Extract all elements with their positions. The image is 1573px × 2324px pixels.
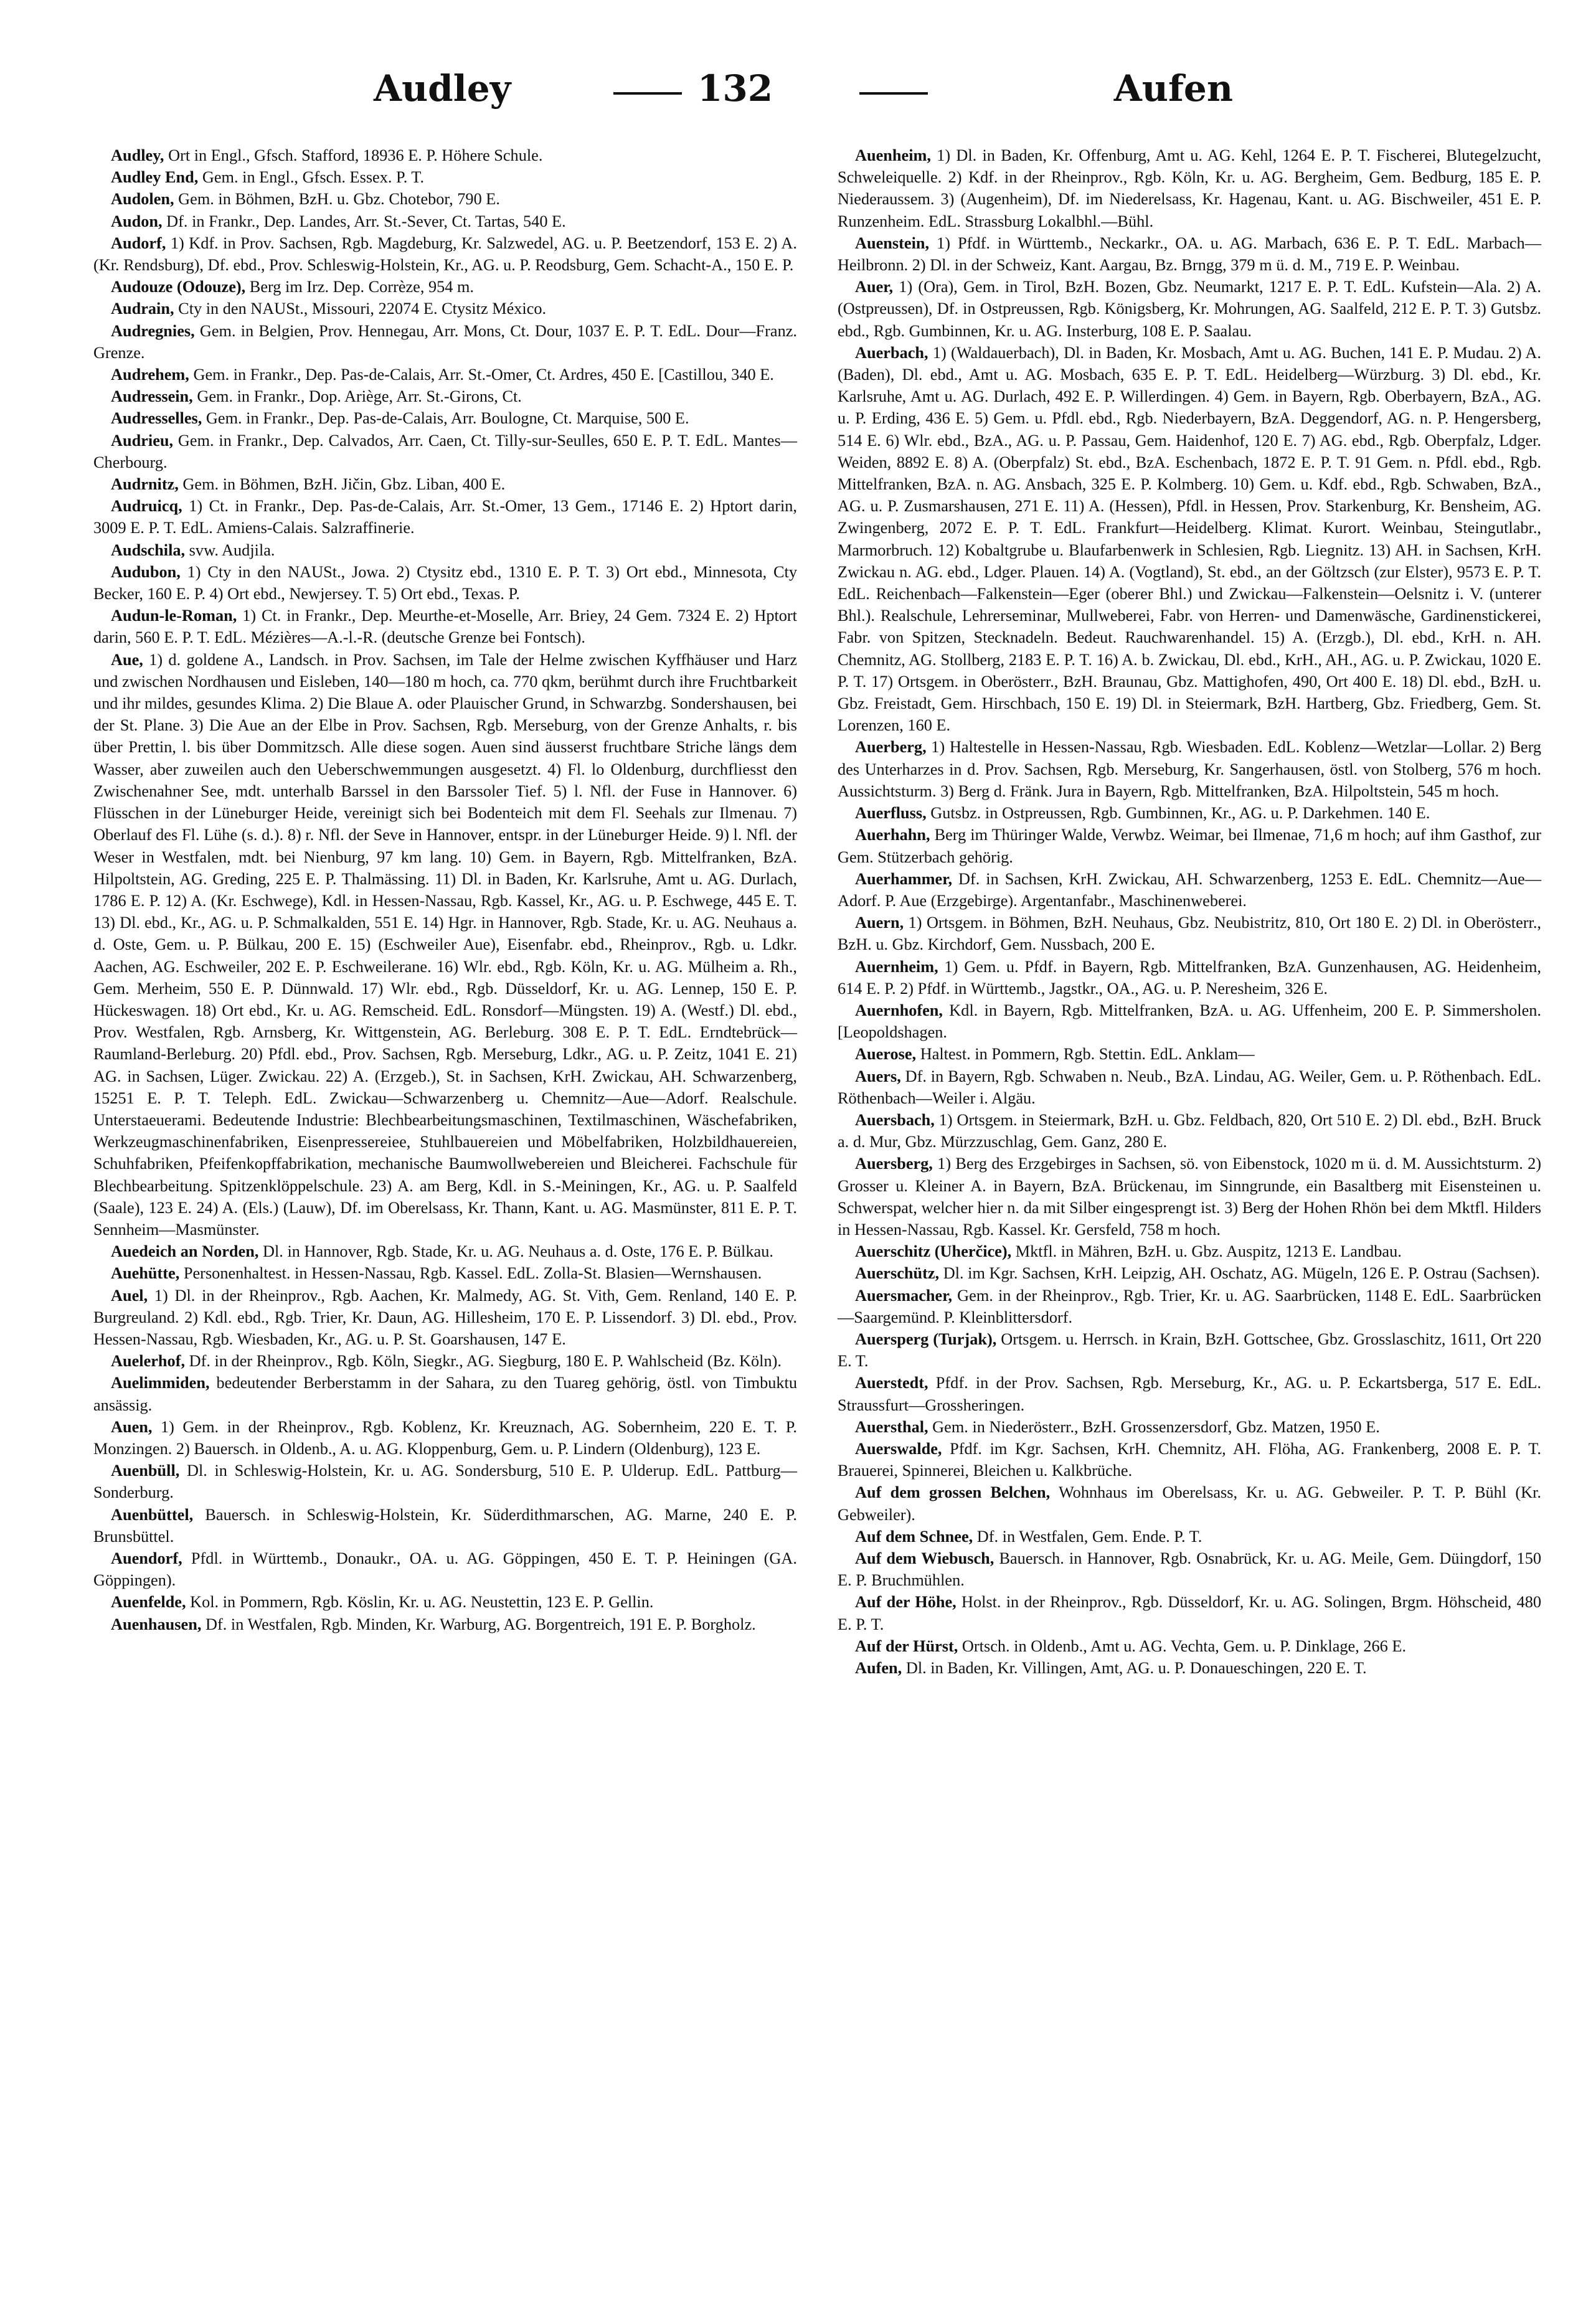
dictionary-entry bbox=[93, 1285, 797, 1351]
dictionary-entry bbox=[838, 276, 1541, 342]
entry-headword: Aue, bbox=[111, 650, 143, 669]
entry-headword: Auerbach, bbox=[855, 343, 928, 362]
dictionary-entry bbox=[838, 1635, 1541, 1657]
entry-text: bedeutender Berberstamm in der Sahara, zu den Tuareg gehörig, östl. von Timbuktu ansässig. bbox=[93, 1374, 797, 1414]
entry-headword: Auerswalde, bbox=[855, 1439, 942, 1458]
entry-headword: Audrehem, bbox=[111, 366, 189, 384]
entry-headword: Auerberg, bbox=[855, 738, 927, 757]
entry-headword: Auer, bbox=[855, 278, 894, 296]
dictionary-entry bbox=[93, 166, 797, 188]
dictionary-entry bbox=[838, 1109, 1541, 1153]
entry-headword: Auelerhof, bbox=[111, 1352, 186, 1371]
entry-headword: Auf der Hürst, bbox=[855, 1637, 958, 1655]
dictionary-entry bbox=[838, 1372, 1541, 1415]
entry-headword: Audley, bbox=[111, 146, 164, 164]
entry-headword: Auelimmiden, bbox=[111, 1374, 210, 1392]
dictionary-entry bbox=[93, 1262, 797, 1284]
entry-headword: Auedeich an Norden, bbox=[111, 1242, 259, 1261]
dictionary-entry bbox=[838, 736, 1541, 802]
entry-text: Dl. in Hannover, Rgb. Stade, Kr. u. AG. Neuhaus a. d. Oste, 176 E. P. Bülkau. bbox=[258, 1242, 773, 1261]
entry-text: Kdl. in Bayern, Rgb. Mittelfranken, BzA. u. AG. Uffenheim, 200 E. P. Simmersholen. [Leopoldshagen. bbox=[838, 1001, 1541, 1042]
entry-headword: Aufen, bbox=[855, 1659, 902, 1678]
entry-headword: Auenbüttel, bbox=[111, 1505, 194, 1524]
entry-headword: Audresselles, bbox=[111, 409, 202, 428]
entry-headword: Audun-le-Roman, bbox=[111, 607, 237, 625]
entry-headword: Audschila, bbox=[111, 541, 186, 559]
dictionary-entry bbox=[93, 1591, 797, 1613]
dictionary-entry bbox=[93, 210, 797, 232]
entry-text: Pfdf. in der Prov. Sachsen, Rgb. Merseburg, Kr., AG. u. P. Eckartsberga, 517 E. EdL. Straussfurt—Grossheringen. bbox=[838, 1374, 1541, 1414]
entry-headword: Auerstedt, bbox=[855, 1374, 928, 1392]
dictionary-entry bbox=[93, 1372, 797, 1415]
entry-text: Df. in der Rheinprov., Rgb. Köln, Siegkr., AG. Siegburg, 180 E. P. Wahlscheid (Bz. Köln). bbox=[185, 1352, 782, 1371]
entry-headword: Auenhausen, bbox=[111, 1615, 202, 1633]
entry-text: Gem. in Engl., Gfsch. Essex. P. T. bbox=[198, 168, 425, 187]
entry-text: 1) Ortsgem. in Böhmen, BzH. Neuhaus, Gbz. Neubistritz, 810, Ort 180 E. 2) Dl. in Oberösterr., BzH. u. Gbz. Kirchdorf, Gem. Nussbach, 200 E. bbox=[838, 914, 1541, 954]
entry-text: 1) Pfdf. in Württemb., Neckarkr., OA. u. AG. Marbach, 636 E. P. T. EdL. Marbach—Heilbronn. 2) Dl. in der Schweiz, Kant. Aargau, Bz. Brngg, 379 m ü. d. M., 719 E. P. Weinbau. bbox=[838, 234, 1541, 275]
dictionary-entry bbox=[838, 912, 1541, 955]
entry-text: Df. in Westfalen, Gem. Ende. P. T. bbox=[973, 1527, 1202, 1546]
entry-text: 1) Haltestelle in Hessen-Nassau, Rgb. Wiesbaden. EdL. Koblenz—Wetzlar—Lollar. 2) Berg des Unterharzes in d. Prov. Sachsen, Rgb. Merseburg, Kr. Sangerhausen, östl. von Stolberg, 576 m hoch. Aussichtsturm. 3) Berg d. Fränk. Jura in Bayern, Rgb. Mittelfranken, BzA. Hilpoltstein, 545 m hoch. bbox=[838, 738, 1541, 800]
entry-text: Kol. in Pommern, Rgb. Köslin, Kr. u. AG. Neustettin, 123 E. P. Gellin. bbox=[186, 1593, 654, 1612]
entry-text: 1) Ct. in Frankr., Dep. Pas-de-Calais, Arr. St.-Omer, 13 Gem., 17146 E. 2) Hptort darin, 3009 E. P. T. EdL. Amiens-Calais. Salzraffinerie. bbox=[93, 497, 797, 537]
dictionary-entry bbox=[838, 1285, 1541, 1328]
dictionary-entry bbox=[93, 232, 797, 276]
dictionary-entry bbox=[838, 1328, 1541, 1372]
entry-headword: Audrain, bbox=[111, 300, 174, 318]
entry-headword: Auenbüll, bbox=[111, 1462, 180, 1480]
dictionary-entry bbox=[93, 539, 797, 561]
entry-headword: Auern, bbox=[855, 914, 904, 932]
entry-text: Gem. in Niederösterr., BzH. Grossenzersdorf, Gbz. Matzen, 1950 E. bbox=[928, 1417, 1380, 1436]
entry-headword: Auersbach, bbox=[855, 1110, 935, 1129]
entry-headword: Auerschütz, bbox=[855, 1264, 940, 1283]
dictionary-entry bbox=[93, 407, 797, 429]
entry-text: Mktfl. in Mähren, BzH. u. Gbz. Auspitz, 1213 E. Landbau. bbox=[1011, 1242, 1402, 1261]
entry-headword: Auf dem grossen Belchen, bbox=[855, 1483, 1051, 1502]
entry-text: 1) Gem. in der Rheinprov., Rgb. Koblenz, Kr. Kreuznach, AG. Sobernheim, 220 E. T. P. Monzingen. 2) Bauersch. in Oldenb., A. u. AG. Kloppenburg, Gem. u. P. Lindern (Oldenburg), 123 E. bbox=[93, 1417, 797, 1458]
entry-text: Dl. in Schleswig-Holstein, Kr. u. AG. Sondersburg, 510 E. P. Ulderup. EdL. Pattburg—Sonderburg. bbox=[93, 1462, 797, 1502]
dictionary-entry bbox=[93, 188, 797, 210]
dictionary-entry bbox=[93, 144, 797, 166]
dictionary-entry bbox=[93, 364, 797, 385]
dictionary-entry bbox=[838, 802, 1541, 824]
dictionary-entry bbox=[93, 1613, 797, 1635]
entry-text: Ortsgem. u. Herrsch. in Krain, BzH. Gottschee, Gbz. Grosslaschitz, 1611, Ort 220 E. T. bbox=[838, 1330, 1541, 1371]
entry-headword: Auen, bbox=[111, 1417, 153, 1436]
entry-text: 1) Dl. in der Rheinprov., Rgb. Aachen, Kr. Malmedy, AG. St. Vith, Gem. Renland, 140 E. P. Burgreuland. 2) Kdl. ebd., Rgb. Trier, Kr. Daun, AG. Hillesheim, 170 E. P. Lissendorf. 3) Dl. ebd., Prov. Hessen-Nassau, Rgb. Wiesbaden, Kr., AG. u. P. St. Goarshausen, 147 E. bbox=[93, 1286, 797, 1348]
entry-text: Df. in Westfalen, Rgb. Minden, Kr. Warburg, AG. Borgentreich, 191 E. P. Borgholz. bbox=[201, 1615, 756, 1633]
dictionary-entry bbox=[838, 342, 1541, 737]
page-number: 132 bbox=[697, 67, 773, 110]
dictionary-entry bbox=[93, 473, 797, 495]
dictionary-entry bbox=[93, 649, 797, 1240]
dictionary-entry bbox=[838, 1065, 1541, 1109]
dictionary-entry bbox=[838, 868, 1541, 912]
entry-text: 1) Ct. in Frankr., Dep. Meurthe-et-Moselle, Arr. Briey, 24 Gem. 7324 E. 2) Hptort darin, 560 E. P. T. EdL. Mézières—A.-l.-R. (deutsche Grenze bei Fontsch). bbox=[93, 607, 797, 647]
entry-text: Ortsch. in Oldenb., Amt u. AG. Vechta, Gem. u. P. Dinklage, 266 E. bbox=[958, 1637, 1407, 1655]
entry-text: 1) Kdf. in Prov. Sachsen, Rgb. Magdeburg, Kr. Salzwedel, AG. u. P. Beetzendorf, 153 E. 2) A. (Kr. Rendsburg), Df. ebd., Prov. Schleswig-Holstein, Kr., AG. u. P. Reodsburg, Gem. Schacht-A., 150 E. P. bbox=[93, 234, 797, 275]
entry-headword: Auel, bbox=[111, 1286, 148, 1305]
entry-text: Pfdf. im Kgr. Sachsen, KrH. Chemnitz, AH. Flöha, AG. Frankenberg, 2008 E. P. T. Brauerei, Spinnerei, Bleichen u. Kalkbrüche. bbox=[838, 1439, 1541, 1480]
entry-headword: Audruicq, bbox=[111, 497, 182, 516]
dictionary-entry bbox=[93, 1240, 797, 1262]
entry-headword: Audubon, bbox=[111, 562, 181, 581]
entry-text: 1) Dl. in Baden, Kr. Offenburg, Amt u. AG. Kehl, 1264 E. P. T. Fischerei, Blutegelzucht, Schweleiquelle. 2) Kdf. in der Rheinprov., Rgb. Köln, Kr. u. AG. Bergheim, Gem. Bedburg, 185 E. P. Niederaussem. 3) (Augenheim), Df. im Niederelsass, Kr. Hagenau, Kant. u. AG. Bischweiler, 451 E. P. Runzenheim. EdL. Strassburg Lokalbhl.—Bühl. bbox=[838, 146, 1541, 230]
entry-text: Gem. in Frankr., Dep. Pas-de-Calais, Arr. St.-Omer, Ct. Ardres, 450 E. [Castillou, 340 E. bbox=[189, 366, 774, 384]
dictionary-entry bbox=[93, 495, 797, 539]
entry-text: Bauersch. in Schleswig-Holstein, Kr. Süderdithmarschen, AG. Marne, 240 E. P. Brunsbüttel. bbox=[93, 1505, 797, 1546]
entry-text: Gem. in Böhmen, BzH. u. Gbz. Chotebor, 790 E. bbox=[174, 190, 500, 209]
entry-text: 1) Berg des Erzgebirges in Sachsen, sö. von Eibenstock, 1020 m ü. d. M. Aussichtsturm. 2) Grosser u. Kleiner A. in Bayern, BzA. Brückenau, im Sinngrunde, ein Basaltberg mit Eisensteinen u. Schwerspat, welcher hier n. da mit Silber eingesprengt ist. 3) Berg der Hohen Rhön bei dem Mktfl. Hilders in Hessen-Nassau, Rgb. Kassel. Kr. Gersfeld, 758 m hoch. bbox=[838, 1155, 1541, 1239]
entry-text: Berg im Thüringer Walde, Verwbz. Weimar, bei Ilmenae, 71,6 m hoch; auf ihm Gasthof, zur Gem. Stützerbach gehörig. bbox=[838, 826, 1541, 866]
entry-headword: Auendorf, bbox=[111, 1549, 182, 1567]
entry-headword: Auers, bbox=[855, 1067, 901, 1085]
entry-text: Wohnhaus im Oberelsass, Kr. u. AG. Gebweiler. P. T. P. Bühl (Kr. Gebweiler). bbox=[838, 1483, 1541, 1524]
dictionary-entry bbox=[93, 276, 797, 298]
dictionary-entry bbox=[93, 1504, 797, 1547]
dictionary-entry bbox=[838, 1416, 1541, 1438]
entry-text: 1) d. goldene A., Landsch. in Prov. Sachsen, im Tale der Helme zwischen Kyffhäuser und Harz und zwischen Nordhausen und Eisleben, 140—180 m hoch, ca. 770 qkm, berühmt durch ihre Fruchtbarkeit und ihr mildes, gesundes Klima. 2) Die Blaue A. oder Plauischer Grund, in Schwarzbg. Sondershausen, bei der St. Plane. 3) Die Aue an der Elbe in Prov. Sachsen, Rgb. Merseburg, von der Grenze Anhalts, r. bis über Prettin, l. bis über Dommitzsch. Alle diese sogen. Auen sind äusserst fruchtbare Striche längs dem Wasser, aber zuweilen auch den Ueberschwemmungen ausgesetzt. 4) Fl. lo Oldenburg, durchfliesst den Zwischenahner See, mdt. unterhalb Barssel in den Barssoler Tief. 5) l. Nfl. der Fuse in Hannover. 6) Flüsschen in der Lüneburger Heide, vereinigt sich bei Bodenteich mit dem Fl. Seehals zur Ilmenau. 7) Oberlauf des Fl. Lühe (s. d.). 8) r. Nfl. der Seve in Hannover, entspr. in der Lüneburger Heide. 9) l. Nfl. der Weser in Westfalen, mdt. bei Nienburg, 97 km lang. 10) Gem. in Bayern, Rgb. Mittelfranken, BzA. Hilpoltstein, AG. Greding, 225 E. P. Thalmässing. 11) Dl. in Baden, Kr. Karlsruhe, Amt u. AG. Durlach, 1786 E. P. 12) A. (Kr. Eschwege), Kdl. in Hessen-Nassau, Rgb. Kassel, Kr., AG. u. P. Eschwege, 445 E. T. 13) Dl. ebd., Kr., AG. u. P. Schmalkalden, 551 E. 14) Hgr. in Hannover, Rgb. Stade, Kr. u. AG. Neuhaus a. d. Oste, Gem. u. P. Bülkau, 200 E. 15) (Eschweiler Aue), Eisenfabr. ebd., Rheinprov., Rgb. u. Ldkr. Aachen, AG. Eschweiler, 202 E. P. Eschweilerane. 16) Wlr. ebd., Rgb. Köln, Kr. u. AG. Mülheim a. Rh., Gem. Merheim, 550 E. P. Dünnwald. 17) Wlr. ebd., Rgb. Düsseldorf, Kr. u. AG. Lennep, 150 E. P. Hückeswagen. 18) Ort ebd., Kr. u. AG. Remscheid. EdL. Ronsdorf—Müngsten. 19) A. (Westf.) Dl. ebd., Prov. Westfalen, Rgb. Arnsberg, Kr. Wittgenstein, AG. Berleburg. 308 E. P. T. EdL. Erndtebrück—Raumland-Berleburg. 20) Pfdl. ebd., Prov. Sachsen, Rgb. Merseburg, Ldkr., AG. u. P. Zeitz, 1041 E. 21) AG. in Sachsen, Lüger. Zwickau. 22) A. (Erzgeb.), St. in Sachsen, KrH. Zwickau, AH. Schwarzenberg, 15251 E. P. T. Teleph. EdL. Zwickau—Schwarzenberg u. Chemnitz—Aue—Adorf. Realschule. Unterstaeuerami. Bedeutende Industrie: Blechbearbeitungsmaschinen, Textilmaschinen, Wäschefabriken, Werkzeugmaschinenfabriken, Eisenpressereiee, Stuhlbauereien und Möbelfabriken, Holzbildhauereien, Schuhfabriken, Pfeifenkopffabrikation, mechanische Baumwollwebereien und Bleicherei. Fachschule für Blechbearbeitung. Spitzenklöppelschule. 23) A. am Berg, Kdl. in S.-Meiningen, Kr., AG. u. P. Saalfeld (Saale), 123 E. 24) A. (Els.) (Lauw), Df. im Oberelsass, Kr. Thann, Kant. u. AG. Masmünster, 811 E. P. T. Sennheim—Masmünster. bbox=[93, 650, 797, 1239]
entry-text: Personenhaltest. in Hessen-Nassau, Rgb. Kassel. EdL. Zolla-St. Blasien—Wernshausen. bbox=[179, 1264, 762, 1283]
dictionary-entry bbox=[93, 298, 797, 319]
entry-headword: Audrieu, bbox=[111, 431, 174, 450]
dictionary-entry bbox=[838, 1591, 1541, 1635]
entry-headword: Audley End, bbox=[111, 168, 199, 187]
entry-text: Gem. in Belgien, Prov. Hennegau, Arr. Mons, Ct. Dour, 1037 E. P. T. EdL. Dour—Franz. Grenze. bbox=[93, 321, 797, 362]
entry-headword: Auerfluss, bbox=[855, 804, 927, 823]
dictionary-entry bbox=[838, 1240, 1541, 1262]
entry-text: Holst. in der Rheinprov., Rgb. Düsseldorf, Kr. u. AG. Solingen, Brgm. Höhscheid, 480 E. P. T. bbox=[838, 1593, 1542, 1633]
entry-headword: Audrnitz, bbox=[111, 475, 179, 494]
entry-text: Gem. in Frankr., Dep. Calvados, Arr. Caen, Ct. Tilly-sur-Seulles, 650 E. P. T. EdL. Mantes—Cherbourg. bbox=[93, 431, 797, 471]
dictionary-entry bbox=[838, 1526, 1541, 1547]
dictionary-entry bbox=[93, 1460, 797, 1503]
header-dash-left bbox=[613, 92, 682, 95]
entry-headword: Auersthal, bbox=[855, 1417, 928, 1436]
dictionary-entry bbox=[838, 1153, 1541, 1240]
dictionary-entry bbox=[93, 561, 797, 605]
entry-text: Ort in Engl., Gfsch. Stafford, 18936 E. P. Höhere Schule. bbox=[164, 146, 543, 164]
dictionary-entry bbox=[838, 1043, 1541, 1065]
entry-text: 1) (Waldauerbach), Dl. in Baden, Kr. Mosbach, Amt u. AG. Buchen, 141 E. P. Mudau. 2) A. (Baden), Dl. ebd., Amt u. AG. Mosbach, 635 E. P. T. EdL. Heidelberg—Würzburg. 3) Dl. ebd., Kr. Karlsruhe, Amt u. AG. Durlach, 492 E. P. Willerdingen. 4) Gem. in Bayern, Rgb. Oberbayern, BzA., AG. u. P. Erding, 436 E. 5) Gem. u. Pfdl. ebd., Rgb. Niederbayern, BzA. Deggendorf, AG. n. P. Hengersberg, 514 E. 6) Wlr. ebd., BzA., AG. u. P. Passau, Gem. Haidenhof, 120 E. 7) AG. ebd., Rgb. Oberpfalz, Ldger. Weiden, 8892 E. 8) A. (Oberpfalz) St. ebd., BzA. Eschenbach, 1872 E. P. T. 91 Gem. n. Pfdl. ebd., Rgb. Mittelfranken, BzA. n. AG. Ansbach, 325 E. P. Kolmberg. 10) Gem. u. Kdf. ebd., Rgb. Schwaben, BzA., AG. u. P. Zusmarshausen, 271 E. 11) A. (Hessen), Pfdl. in Hessen, Prov. Starkenburg, Kr. Bensheim, AG. Zwingenberg, 2072 E. P. T. EdL. Frankfurt—Heidelberg. Klimat. Kurort. Weinbau, Steingutlabr., Marmorbruch. 12) Kobaltgrube u. Blaufarbenwerk in Schlesien, Rgb. Liegnitz. 13) AH. in Sachsen, KrH. Zwickau n. AG. ebd., Ldger. Plauen. 14) A. (Vogtland), St. ebd., an der Göltzsch (zur Elster), 9573 E. P. T. EdL. Reichenbach—Falkenstein—Eger (oberer Bhl.) und Zwickau—Falkenstein—Oelsnitz i. V. (unterer Bhl.). Realschule, Lehrerseminar, Mullweberei, Fabr. von Herren- und Damenwäsche, Gardinenstickerei, Fabr. von Spitzen, Stecknadeln. Bedeut. Rauchwarenhandel. 15) A. (Erzgb.), Dl. ebd., KrH. n. AH. Chemnitz, AG. Stollberg, 2183 E. P. T. 16) A. b. Zwickau, Dl. ebd., KrH., AH., AG. u. P. Zwickau, 1020 E. P. T. 17) Ortsgem. in Oberösterr., BzH. Braunau, Gbz. Mattighofen, 490, Ort 400 E. 18) Dl. ebd., BzH. u. Gbz. Freistadt, Gem. Hirschbach, 150 E. 19) Dl. in Steiermark, BzH. Hartberg, Gbz. Friedberg, Gem. St. Lorenzen, 160 E. bbox=[838, 343, 1541, 735]
entry-headword: Auehütte, bbox=[111, 1264, 180, 1283]
dictionary-entry bbox=[93, 1350, 797, 1372]
entry-text: 1) Cty in den NAUSt., Jowa. 2) Ctysitz ebd., 1310 E. P. T. 3) Ort ebd., Minnesota, Cty Becker, 160 E. P. 4) Ort ebd., Newjersey. T. 5) Ort ebd., Texas. P. bbox=[93, 562, 797, 603]
dictionary-entry bbox=[93, 385, 797, 407]
entry-headword: Auenheim, bbox=[855, 146, 931, 164]
entry-text: Pfdl. in Württemb., Donaukr., OA. u. AG. Göppingen, 450 E. T. P. Heiningen (GA. Göppingen). bbox=[93, 1549, 797, 1590]
dictionary-entry bbox=[838, 232, 1541, 276]
entry-text: Gem. in der Rheinprov., Rgb. Trier, Kr. u. AG. Saarbrücken, 1148 E. EdL. Saarbrücken—Saargemünd. P. Kleinblittersdorf. bbox=[838, 1286, 1541, 1326]
dictionary-entry bbox=[838, 1657, 1541, 1679]
entry-headword: Audon, bbox=[111, 212, 163, 230]
entry-headword: Auerhammer, bbox=[855, 869, 953, 888]
entry-text: 1) Ortsgem. in Steiermark, BzH. u. Gbz. Feldbach, 820, Ort 510 E. 2) Dl. ebd., BzH. Bruck a. d. Mur, Gbz. Mürzzuschlag, Gem. Ganz, 280 E. bbox=[838, 1110, 1541, 1151]
entry-headword: Audregnies, bbox=[111, 321, 195, 340]
entry-headword: Auenfelde, bbox=[111, 1593, 186, 1612]
dictionary-entry bbox=[838, 824, 1541, 867]
entry-text: Gem. in Frankr., Dop. Ariège, Arr. St.-Girons, Ct. bbox=[192, 387, 522, 406]
left-column bbox=[93, 144, 797, 1635]
entry-headword: Auerhahn, bbox=[855, 826, 930, 844]
entry-headword: Auf dem Wiebusch, bbox=[855, 1549, 994, 1567]
entry-text: Dl. im Kgr. Sachsen, KrH. Leipzig, AH. Oschatz, AG. Mügeln, 126 E. P. Ostrau (Sachsen). bbox=[939, 1264, 1540, 1283]
dictionary-entry bbox=[838, 144, 1541, 232]
entry-text: 1) Gem. u. Pfdf. in Bayern, Rgb. Mittelfranken, BzA. Gunzenhausen, AG. Heidenheim, 614 E. P. 2) Pfdf. in Württemb., Jagstkr., OA., AG. u. P. Neresheim, 326 E. bbox=[838, 957, 1541, 998]
entry-text: Gutsbz. in Ostpreussen, Rgb. Gumbinnen, Kr., AG. u. P. Darkehmen. 140 E. bbox=[926, 804, 1430, 823]
header-dash-right bbox=[859, 92, 928, 95]
entry-headword: Auernhofen, bbox=[855, 1001, 943, 1019]
entry-text: Dl. in Baden, Kr. Villingen, Amt, AG. u. P. Donaueschingen, 220 E. T. bbox=[902, 1659, 1367, 1678]
dictionary-entry bbox=[838, 1481, 1541, 1525]
entry-headword: Auersperg (Turjak), bbox=[855, 1330, 997, 1348]
entry-text: Bauersch. in Hannover, Rgb. Osnabrück, Kr. u. AG. Meile, Gem. Düingdorf, 150 E. P. Bruchmühlen. bbox=[838, 1549, 1542, 1590]
header-first-keyword: Audley bbox=[374, 67, 511, 110]
dictionary-entry bbox=[838, 999, 1541, 1043]
entry-headword: Auernheim, bbox=[855, 957, 938, 976]
entry-headword: Auf der Höhe, bbox=[855, 1593, 957, 1612]
entry-text: Gem. in Frankr., Dep. Pas-de-Calais, Arr. Boulogne, Ct. Marquise, 500 E. bbox=[202, 409, 689, 428]
entry-text: Haltest. in Pommern, Rgb. Stettin. EdL. Anklam— bbox=[916, 1045, 1255, 1064]
right-column bbox=[838, 144, 1541, 1679]
dictionary-entry bbox=[838, 1438, 1541, 1481]
entry-headword: Audressein, bbox=[111, 387, 193, 406]
dictionary-entry bbox=[93, 1416, 797, 1460]
page-header bbox=[374, 67, 1233, 123]
dictionary-entry bbox=[93, 605, 797, 648]
entry-text: Df. in Bayern, Rgb. Schwaben n. Neub., BzA. Lindau, AG. Weiler, Gem. u. P. Röthenbach. EdL. Röthenbach—Weiler i. Algäu. bbox=[838, 1067, 1541, 1107]
dictionary-entry bbox=[93, 1547, 797, 1591]
entry-headword: Auersberg, bbox=[855, 1155, 933, 1173]
entry-text: svw. Audjila. bbox=[185, 541, 275, 559]
entry-headword: Auenstein, bbox=[855, 234, 930, 252]
dictionary-entry bbox=[93, 320, 797, 364]
entry-headword: Auerschitz (Uherčice), bbox=[855, 1242, 1012, 1261]
dictionary-entry bbox=[93, 430, 797, 473]
entry-text: Df. in Sachsen, KrH. Zwickau, AH. Schwarzenberg, 1253 E. EdL. Chemnitz—Aue—Adorf. P. Aue (Erzgebirge). Argentanfabr., Maschinenweberei. bbox=[838, 869, 1541, 910]
entry-headword: Auf dem Schnee, bbox=[855, 1527, 973, 1546]
entry-headword: Auerose, bbox=[855, 1045, 917, 1064]
entry-text: Berg im Irz. Dep. Corrèze, 954 m. bbox=[245, 278, 475, 296]
entry-headword: Audouze (Odouze), bbox=[111, 278, 246, 296]
dictionary-entry bbox=[838, 956, 1541, 999]
entry-headword: Auersmacher, bbox=[855, 1286, 953, 1305]
entry-headword: Audolen, bbox=[111, 190, 174, 209]
dictionary-entry bbox=[838, 1547, 1541, 1591]
entry-text: 1) (Ora), Gem. in Tirol, BzH. Bozen, Gbz. Neumarkt, 1217 E. P. T. EdL. Kufstein—Ala. 2) A. (Ostpreussen), Df. in Ostpreussen, Rgb. Königsberg, Kr. Mohrungen, AG. Saalfeld, 212 E. P. T. 3) Gutsbz. ebd., Rgb. Gumbinnen, Kr. u. AG. Insterburg, 108 E. P. Saalau. bbox=[838, 278, 1541, 340]
dictionary-entry bbox=[838, 1262, 1541, 1284]
entry-headword: Audorf, bbox=[111, 234, 166, 252]
entry-text: Cty in den NAUSt., Missouri, 22074 E. Ctysitz México. bbox=[174, 300, 547, 318]
entry-text: Gem. in Böhmen, BzH. Jičin, Gbz. Liban, 400 E. bbox=[178, 475, 506, 494]
header-last-keyword: Aufen bbox=[1113, 67, 1233, 110]
entry-text: Df. in Frankr., Dep. Landes, Arr. St.-Sever, Ct. Tartas, 540 E. bbox=[162, 212, 566, 230]
